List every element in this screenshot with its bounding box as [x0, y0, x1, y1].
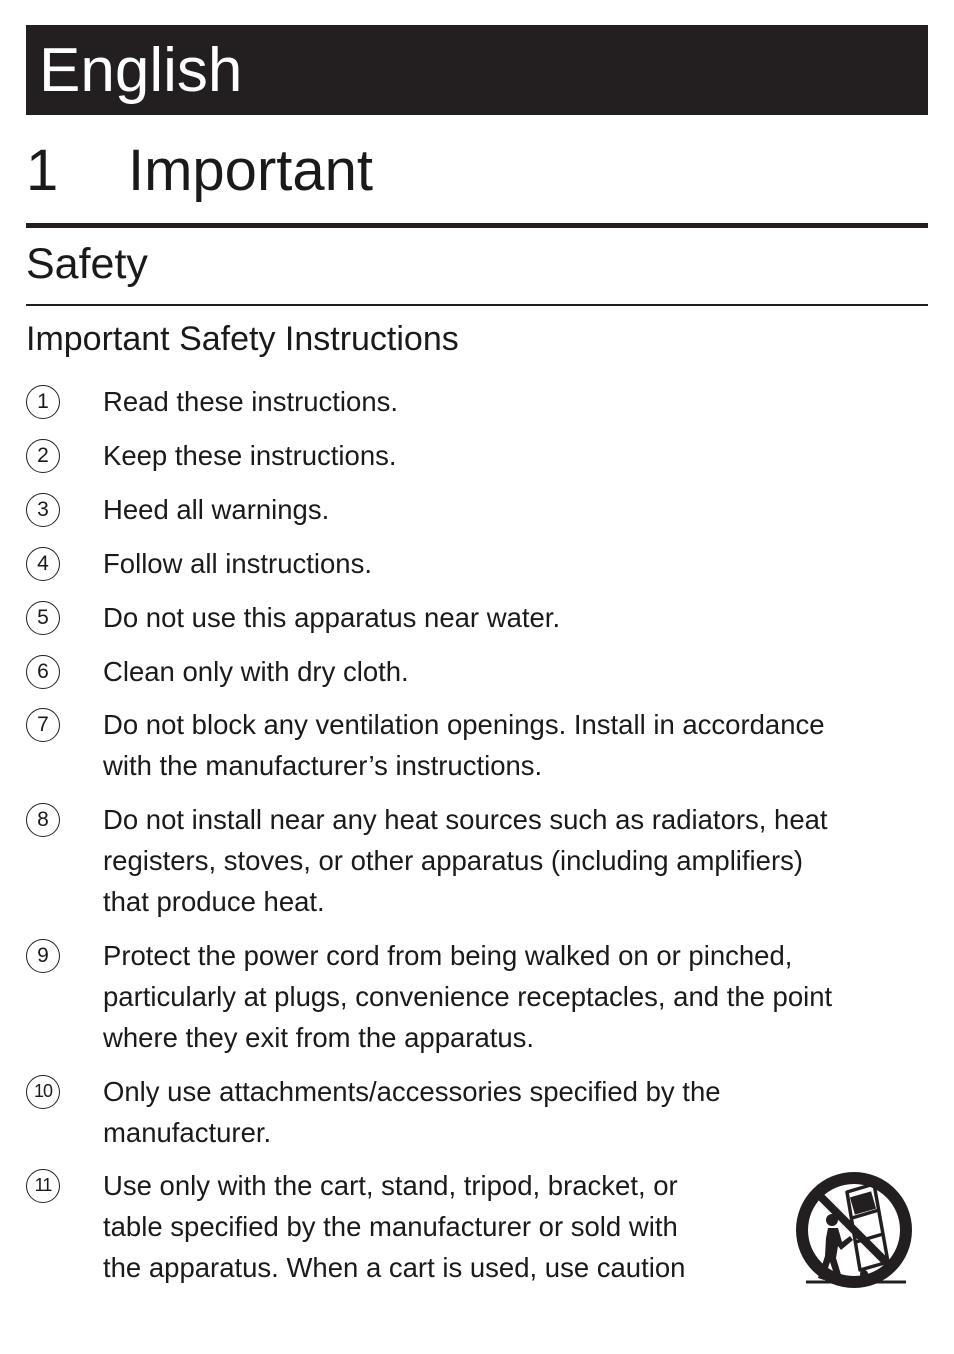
instruction-line: Do not block any ventilation openings. Install in accordance: [103, 709, 825, 740]
circled-number: 2: [26, 439, 60, 473]
circled-number: 9: [26, 939, 60, 973]
instruction-line: with the manufacturer’s instructions.: [103, 750, 543, 781]
subsection-title: Important Safety Instructions: [26, 320, 459, 358]
chapter-number: 1: [26, 138, 59, 203]
circled-number: 7: [26, 708, 60, 742]
instruction-line: where they exit from the apparatus.: [103, 1022, 535, 1053]
instruction-text: Heed all warnings.: [103, 494, 330, 525]
section-divider: [26, 304, 928, 306]
circled-number: 8: [26, 803, 60, 837]
circled-number: 11: [26, 1169, 60, 1203]
instruction-line: registers, stoves, or other apparatus (including amplifiers): [103, 845, 804, 876]
circled-number: 6: [26, 655, 60, 689]
language-title: English: [39, 36, 243, 105]
circled-number: 4: [26, 547, 60, 581]
chapter-title: Important: [128, 138, 373, 203]
cart-tip-over-warning-icon: [792, 1170, 916, 1292]
instruction-line: the apparatus. When a cart is used, use caution: [103, 1252, 686, 1283]
instruction-line: that produce heat.: [103, 886, 325, 917]
language-banner: [26, 25, 928, 115]
chapter-heading: [26, 136, 928, 206]
instruction-line: particularly at plugs, convenience receptacles, and the point: [103, 981, 833, 1012]
circled-number: 5: [26, 601, 60, 635]
instruction-line: manufacturer.: [103, 1117, 272, 1148]
chapter-divider: [26, 223, 928, 228]
circled-number: 10: [26, 1075, 60, 1109]
section-title: Safety: [26, 240, 148, 288]
instruction-text: [103, 799, 828, 922]
instruction-text: [103, 1071, 721, 1153]
instruction-text: Clean only with dry cloth.: [103, 656, 409, 687]
instruction-line: table specified by the manufacturer or sold with: [103, 1211, 678, 1242]
instruction-text: [103, 935, 832, 1058]
instruction-line: Use only with the cart, stand, tripod, bracket, or: [103, 1170, 678, 1201]
circled-number: 1: [26, 385, 60, 419]
instruction-line: Protect the power cord from being walked on or pinched,: [103, 940, 793, 971]
instruction-line: Do not install near any heat sources such as radiators, heat: [103, 804, 828, 835]
instruction-text: Do not use this apparatus near water.: [103, 602, 561, 633]
instruction-text: [103, 1165, 685, 1288]
instruction-text: [103, 704, 825, 786]
instruction-text: Follow all instructions.: [103, 548, 372, 579]
instruction-text: Read these instructions.: [103, 386, 399, 417]
circled-number: 3: [26, 493, 60, 527]
instruction-text: Keep these instructions.: [103, 440, 397, 471]
instruction-line: Only use attachments/accessories specified by the: [103, 1076, 721, 1107]
